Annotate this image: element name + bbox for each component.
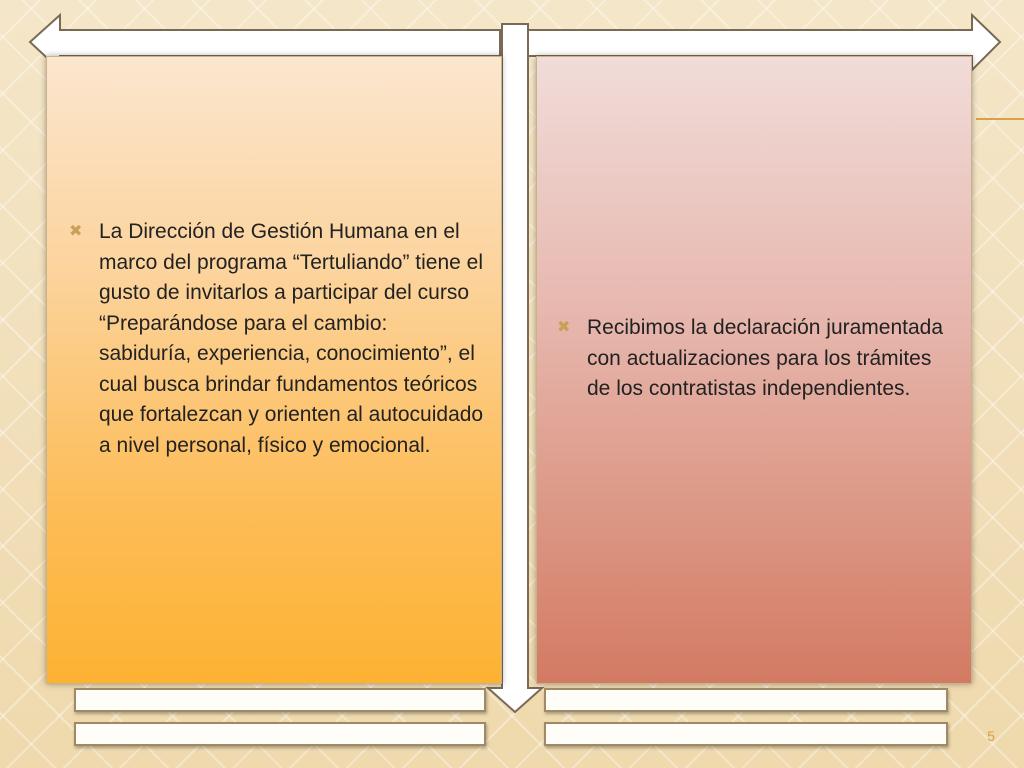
right-bullet-item	[553, 313, 953, 405]
x-bullet-icon: ✖	[69, 223, 83, 240]
bottom-bar-right-2	[544, 722, 948, 746]
right-bullet-text: Recibimos la declaración juramentada con actualizaciones para los trámites de los contratistas independientes.	[587, 316, 944, 400]
right-content-panel	[536, 56, 972, 684]
slide-number: 5	[987, 728, 995, 744]
bottom-bar-right-1	[544, 688, 948, 712]
left-bullet-item	[65, 217, 485, 461]
left-content-panel	[46, 56, 502, 684]
left-bullet-text: La Dirección de Gestión Humana en el marco del programa “Tertuliando” tiene el gusto de invitarlos a participar del curso “Preparándose para el cambio: sabiduría, experiencia, conocimiento”, el cual busca brindar fundamentos teóricos que fortalezcan y orienten al autocuidado a nivel personal, físico y emocional.	[99, 220, 484, 457]
bottom-bar-left-2	[74, 722, 486, 746]
x-bullet-icon: ✖	[557, 319, 571, 336]
bottom-bar-left-1	[74, 688, 486, 712]
